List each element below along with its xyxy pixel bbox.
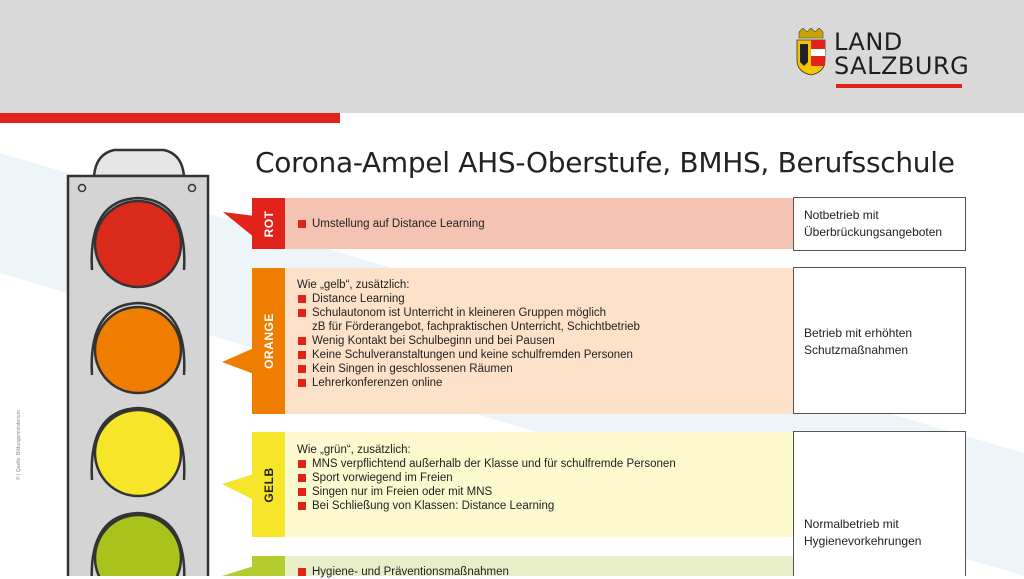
gelb-status-box xyxy=(793,431,966,576)
orange-pointer xyxy=(222,348,254,374)
orange-tab xyxy=(252,268,285,414)
gelb-tab xyxy=(252,432,285,537)
gelb-content xyxy=(297,443,676,513)
orange-subline: zB für Förderangebot, fachpraktischen Unterricht, Schichtbetrieb xyxy=(312,321,640,333)
orange-intro: Wie „gelb“, zusätzlich: xyxy=(297,279,410,291)
rot-label: ROT xyxy=(261,210,276,237)
rot-tab xyxy=(252,198,285,249)
rot-pointer xyxy=(223,212,255,238)
list-item: Schulautonom ist Unterricht in kleineren Gruppen möglich xyxy=(297,306,640,320)
coat-of-arms-icon xyxy=(795,28,827,76)
list-item: MNS verpflichtend außerhalb der Klasse und für schulfremde Personen xyxy=(297,457,676,471)
orange-status-box xyxy=(793,267,966,414)
gelb-label: GELB xyxy=(261,466,276,503)
logo-underline xyxy=(836,84,962,88)
gruen-pointer xyxy=(222,566,254,576)
orange-label: ORANGE xyxy=(261,313,276,369)
list-item: Hygiene- und Präventionsmaßnahmen xyxy=(297,565,509,579)
gruen-tab xyxy=(252,556,285,576)
gruen-content xyxy=(297,565,509,579)
list-item: Wenig Kontakt bei Schulbeginn und bei Pausen xyxy=(297,334,640,348)
traffic-light-illustration xyxy=(64,140,214,576)
list-item: Kein Singen in geschlossenen Räumen xyxy=(297,362,640,376)
list-item: Bei Schließung von Klassen: Distance Learning xyxy=(297,499,676,513)
gelb-pointer xyxy=(222,474,254,500)
logo-text-land: LAND xyxy=(834,28,903,56)
list-item: Distance Learning xyxy=(297,292,640,306)
list-item: Umstellung auf Distance Learning xyxy=(297,217,485,231)
page-title: Corona-Ampel AHS-Oberstufe, BMHS, Berufsschule xyxy=(255,146,955,179)
gelb-intro: Wie „grün“, zusätzlich: xyxy=(297,444,411,456)
orange-content xyxy=(297,278,640,390)
list-item: Singen nur im Freien oder mit MNS xyxy=(297,485,676,499)
gelb-status: Normalbetrieb mit Hygienevorkehrungen xyxy=(804,517,922,548)
list-item: Keine Schulveranstaltungen und keine schulfremden Personen xyxy=(297,348,640,362)
logo-text-salzburg: SALZBURG xyxy=(834,52,970,80)
source-credit: © | Quelle: Bildungsministerium xyxy=(16,410,22,480)
orange-status: Betrieb mit erhöhten Schutzmaßnahmen xyxy=(804,326,913,357)
land-salzburg-logo xyxy=(795,28,975,92)
rot-status-box xyxy=(793,197,966,251)
rot-status: Notbetrieb mit Überbrückungsangeboten xyxy=(804,208,943,239)
orange-light-icon xyxy=(92,303,185,393)
yellow-light-icon xyxy=(92,408,185,496)
red-accent-bar xyxy=(0,113,340,123)
list-item: Lehrerkonferenzen online xyxy=(297,376,640,390)
red-light-icon xyxy=(92,198,185,287)
rot-content xyxy=(297,217,485,231)
list-item: Sport vorwiegend im Freien xyxy=(297,471,676,485)
